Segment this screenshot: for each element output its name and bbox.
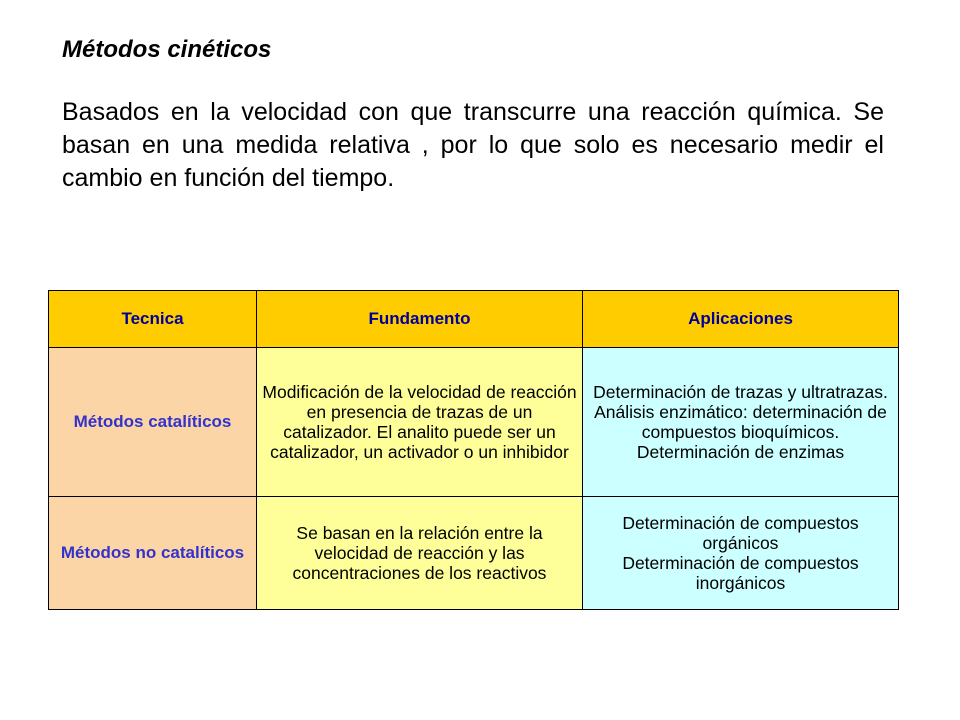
applications-cell [583, 497, 899, 610]
technique-cell [49, 497, 257, 610]
header-applications: Aplicaciones [583, 291, 899, 348]
application-item: Determinación de compuestos orgánicos [622, 513, 859, 553]
application-item: Determinación de compuestos inorgánicos [622, 553, 859, 593]
application-item: Determinación de enzimas [636, 442, 845, 462]
applications-cell [583, 348, 899, 497]
basis-cell [257, 497, 583, 610]
slide-body-text: Basados en la velocidad con que transcurre una reacción química. Se basan en una medida relativa , por lo que solo es necesario medir el cambio en función del tiempo. [62, 98, 884, 192]
technique-label: Métodos catalíticos [73, 412, 232, 431]
technique-cell [49, 348, 257, 497]
table-row [49, 348, 899, 497]
slide-heading: Métodos cinéticos [62, 36, 272, 63]
header-technique: Tecnica [49, 291, 257, 348]
application-item: Análisis enzimático: determinación de compuestos bioquímicos. [594, 402, 887, 442]
basis-cell [257, 348, 583, 497]
basis-text: Modificación de la velocidad de reacción en presencia de trazas de un catalizador. El analito puede ser un catalizador, un activador o un inhibidor [262, 382, 577, 462]
application-item: Determinación de trazas y ultratrazas. [593, 382, 888, 402]
table-row [49, 497, 899, 610]
basis-text: Se basan en la relación entre la velocidad de reacción y las concentraciones de los reactivos [292, 523, 547, 583]
methods-table [48, 290, 899, 610]
header-basis: Fundamento [257, 291, 583, 348]
table-header-row [49, 291, 899, 348]
technique-label: Métodos no catalíticos [60, 543, 245, 562]
